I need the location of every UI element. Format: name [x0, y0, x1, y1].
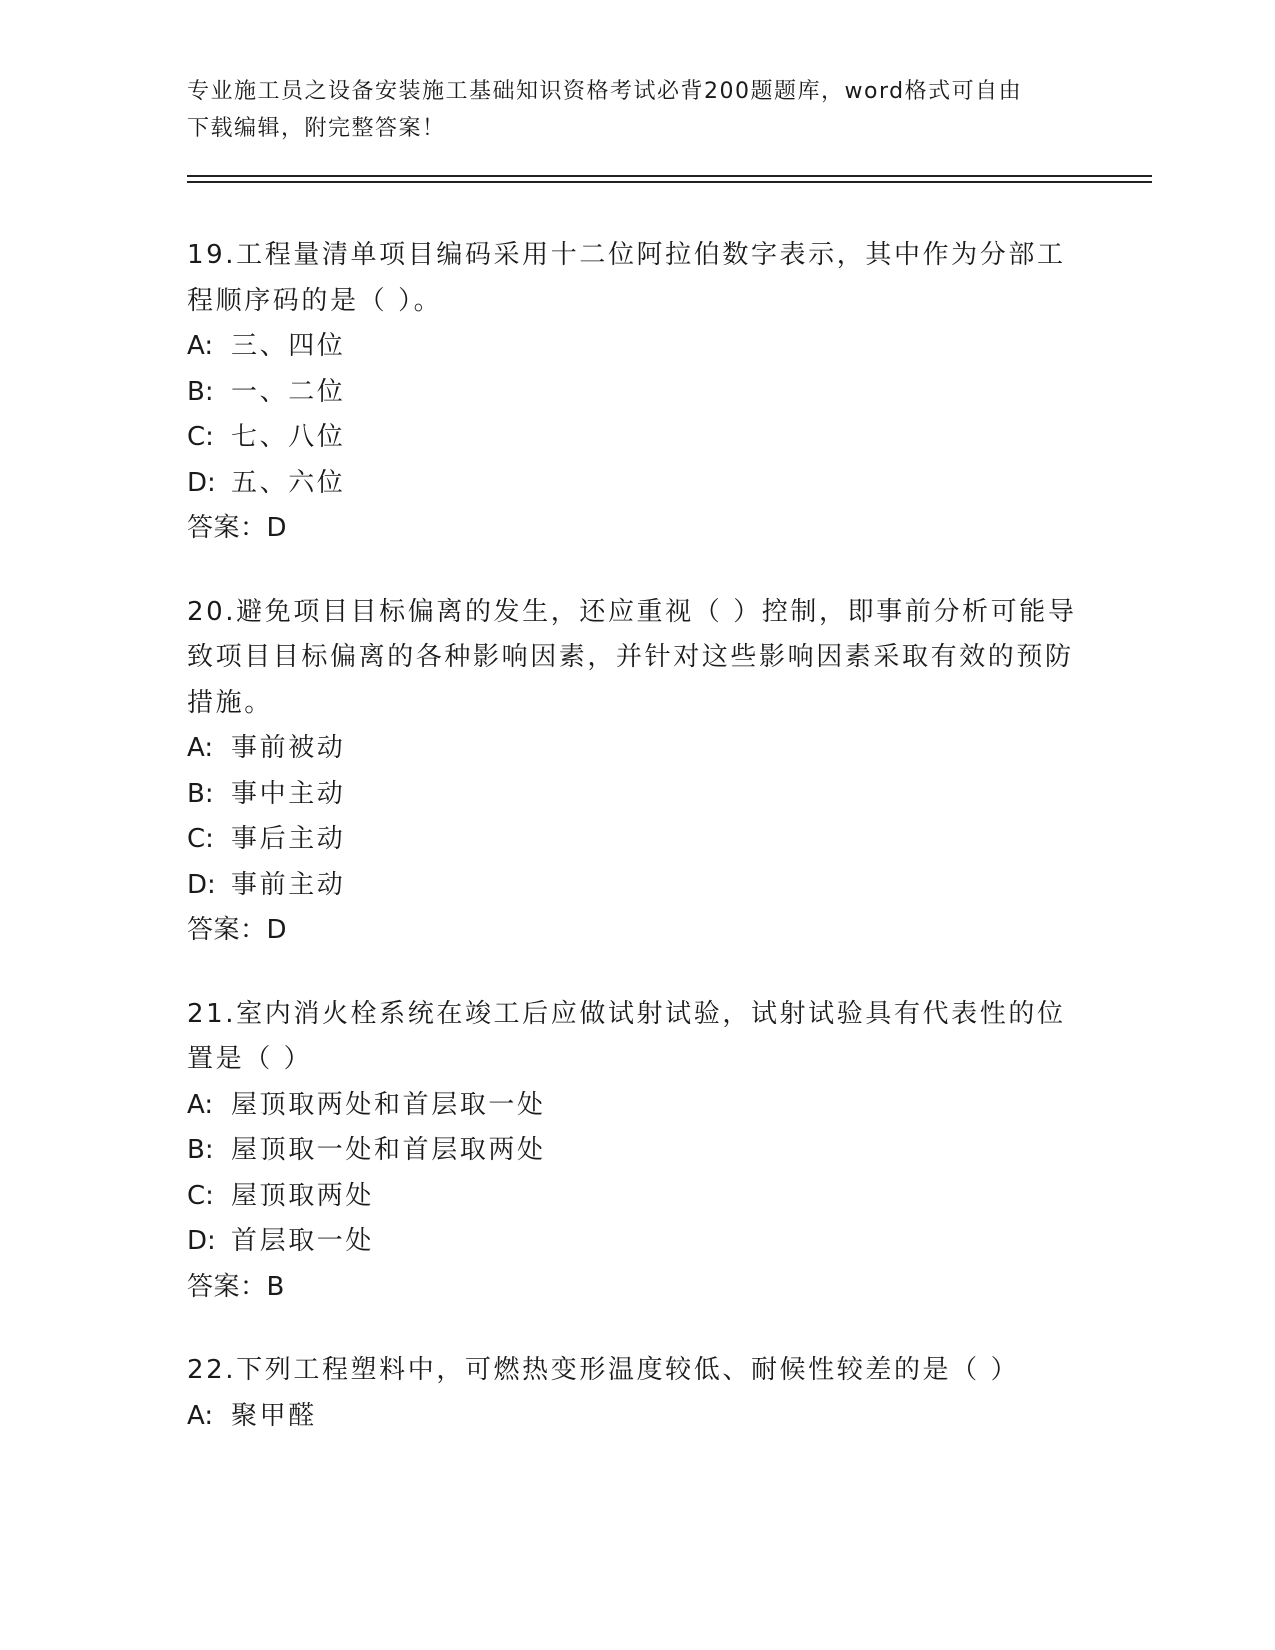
question-21: [187, 992, 1087, 1311]
header-line-1: 专业施工员之设备安装施工基础知识资格考试必背200题题库，word格式可自由: [187, 79, 1023, 104]
option-letter: C:: [187, 422, 214, 452]
document-header: [187, 73, 1067, 147]
option-a: [187, 1083, 1087, 1129]
option-text: 首层取一处: [231, 1226, 375, 1256]
option-letter: D:: [187, 467, 216, 498]
question-19: [187, 233, 1087, 552]
option-letter: B:: [187, 1135, 214, 1165]
option-letter: A:: [187, 733, 214, 763]
option-d: [187, 863, 1087, 909]
answer: 答案：D: [187, 915, 288, 945]
question-text: 22.下列工程塑料中，可燃热变形温度较低、耐候性较差的是（ ）: [187, 1355, 1020, 1385]
option-text: 七、八位: [231, 422, 346, 452]
header-line-2: 下载编辑，附完整答案！: [187, 116, 446, 141]
option-letter: A:: [187, 1400, 214, 1431]
option-text: 一、二位: [231, 376, 346, 407]
option-letter: D:: [187, 869, 216, 900]
option-text: 屋顶取两处和首层取一处: [231, 1089, 546, 1120]
option-text: 五、六位: [231, 467, 346, 498]
header-divider-bottom: [187, 181, 1152, 183]
option-text: 聚甲醛: [231, 1400, 317, 1431]
question-list: [187, 233, 1087, 1477]
option-c: [187, 1174, 1087, 1220]
option-a: [187, 324, 1087, 370]
option-letter: B:: [187, 376, 214, 407]
option-text: 屋顶取两处: [231, 1180, 375, 1211]
answer: 答案：B: [187, 1271, 285, 1302]
option-a: [187, 726, 1087, 772]
option-letter: A:: [187, 331, 214, 361]
option-a: [187, 1394, 1087, 1440]
question-text: 19.工程量清单项目编码采用十二位阿拉伯数字表示，其中作为分部工程顺序码的是（ ）。: [187, 240, 1066, 316]
option-b: [187, 1128, 1087, 1174]
option-d: [187, 461, 1087, 507]
option-b: [187, 772, 1087, 818]
question-22: [187, 1348, 1087, 1439]
option-letter: C:: [187, 824, 214, 854]
option-text: 事后主动: [231, 824, 346, 854]
option-letter: A:: [187, 1089, 214, 1120]
answer: 答案：D: [187, 513, 288, 543]
option-c: [187, 817, 1087, 863]
option-letter: D:: [187, 1226, 216, 1256]
option-text: 事中主动: [231, 778, 346, 809]
option-text: 三、四位: [231, 331, 346, 361]
header-divider-top: [187, 175, 1152, 177]
option-text: 屋顶取一处和首层取两处: [231, 1135, 546, 1165]
option-c: [187, 415, 1087, 461]
option-text: 事前被动: [231, 733, 346, 763]
option-letter: C:: [187, 1180, 214, 1211]
question-20: [187, 590, 1087, 954]
question-text: 20.避免项目目标偏离的发生，还应重视（ ）控制，即事前分析可能导致项目目标偏离的各种影响因素，并针对这些影响因素采取有效的预防措施。: [187, 596, 1077, 718]
question-text: 21.室内消火栓系统在竣工后应做试射试验，试射试验具有代表性的位置是（ ）: [187, 998, 1066, 1074]
option-letter: B:: [187, 778, 214, 809]
option-b: [187, 370, 1087, 416]
option-text: 事前主动: [231, 869, 346, 900]
option-d: [187, 1219, 1087, 1265]
